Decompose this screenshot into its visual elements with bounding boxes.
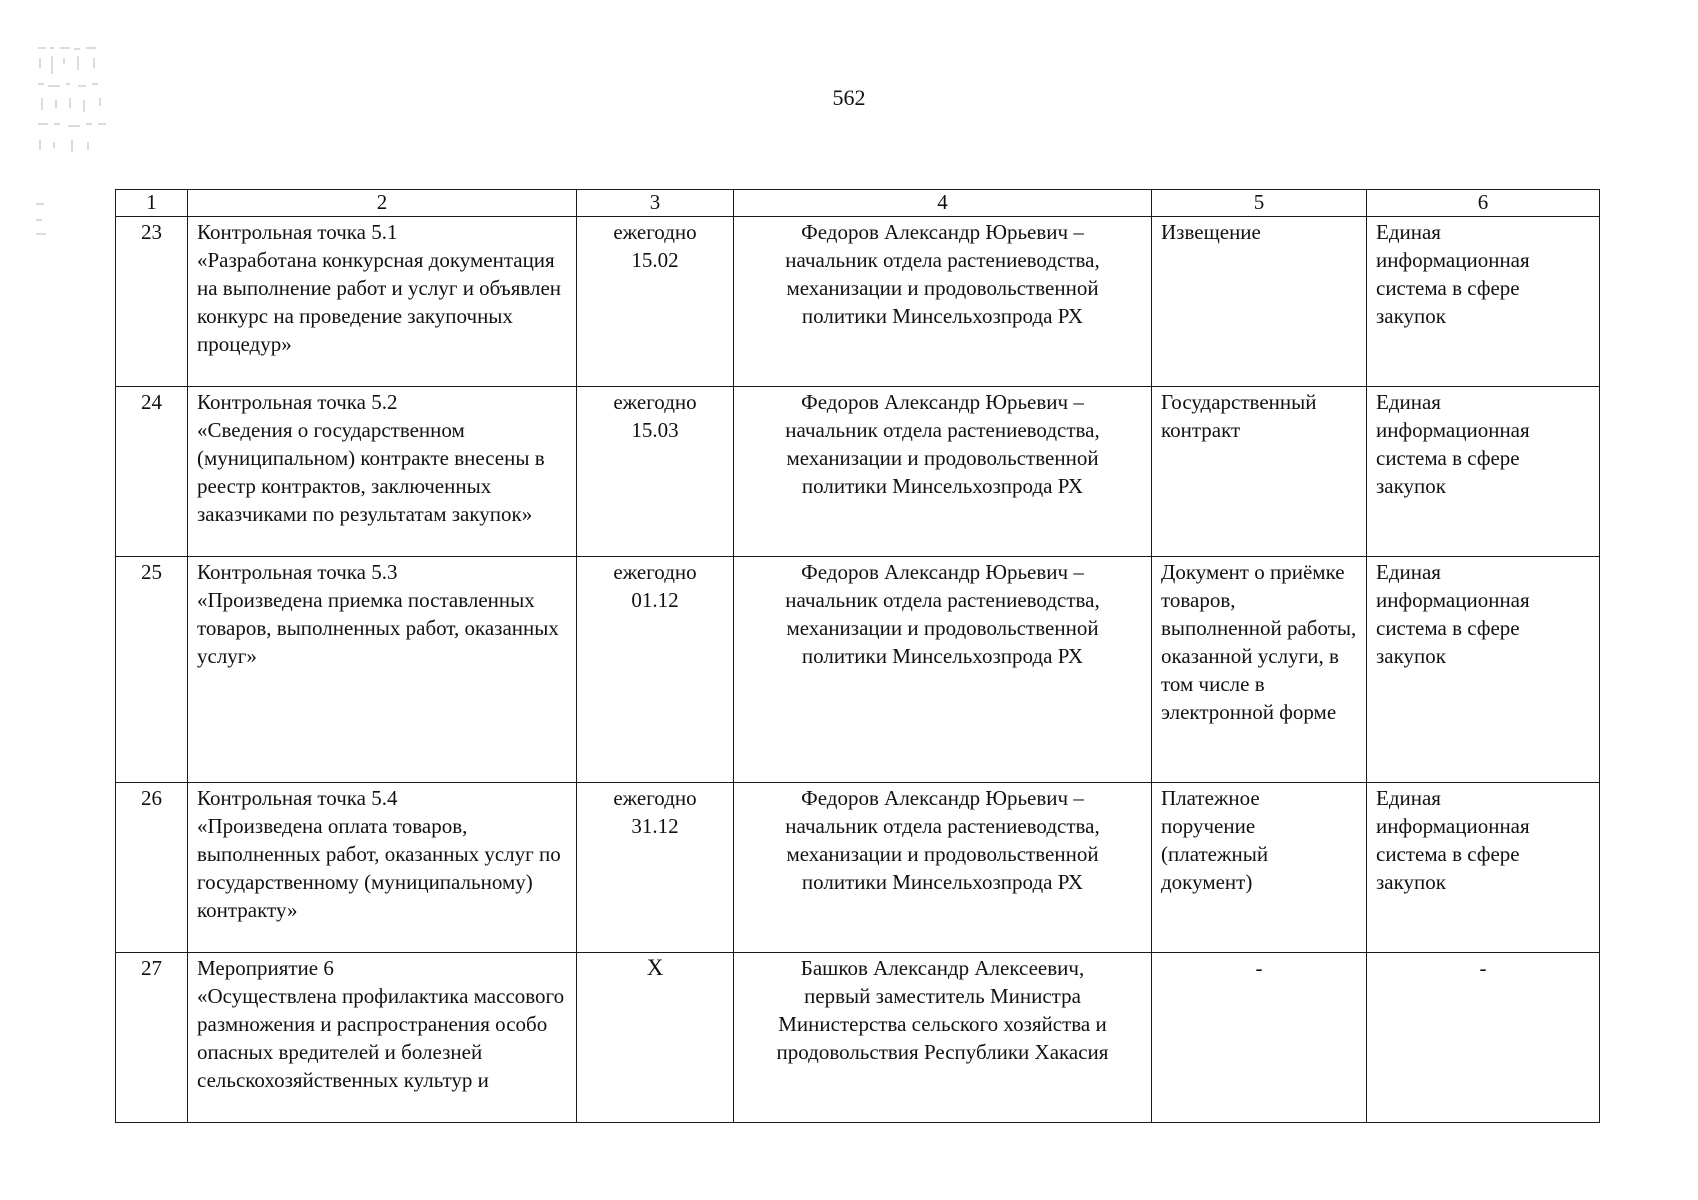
deadline-cell — [577, 217, 734, 387]
responsible-name: Федоров Александр Юрьевич – — [801, 220, 1084, 244]
table-row — [116, 217, 1600, 387]
result-document: Государственный контракт — [1152, 387, 1367, 557]
responsible-position: начальник отдела растениеводства, механизации и продовольственной политики Минсельхозпрода РХ — [785, 248, 1100, 328]
responsible-cell — [734, 557, 1152, 783]
event-description: «Осуществлена профилактика массового размножения и распространения особо опасных вредителей и болезней сельскохозяйственных культур и — [197, 984, 565, 1092]
responsible-name: Федоров Александр Юрьевич – — [801, 560, 1084, 584]
table-row — [116, 557, 1600, 783]
responsible-position: начальник отдела растениеводства, механизации и продовольственной политики Минсельхозпрода РХ — [785, 418, 1100, 498]
deadline-date: 15.02 — [631, 248, 679, 272]
information-system: Единая информационная система в сфере закупок — [1367, 557, 1600, 783]
page-number: 562 — [832, 85, 866, 110]
deadline-date: 31.12 — [631, 814, 679, 838]
information-system: - — [1367, 953, 1600, 1123]
event-title: Контрольная точка 5.1 — [197, 220, 398, 244]
event-title: Мероприятие 6 — [197, 956, 334, 980]
event-description: «Сведения о государственном (муниципальном) контракте внесены в реестр контрактов, заключенных заказчиками по результатам закупок» — [197, 418, 545, 526]
responsible-name: Федоров Александр Юрьевич – — [801, 390, 1084, 414]
event-description: «Произведена приемка поставленных товаров, выполненных работ, оказанных услуг» — [197, 588, 559, 668]
responsible-cell — [734, 387, 1152, 557]
deadline-cell — [577, 783, 734, 953]
column-number: 2 — [188, 190, 577, 217]
responsible-position: первый заместитель Министра Министерства сельского хозяйства и продовольствия Республики Хакасия — [776, 984, 1109, 1064]
column-number: 5 — [1152, 190, 1367, 217]
result-document: - — [1152, 953, 1367, 1123]
event-cell — [188, 387, 577, 557]
event-cell — [188, 953, 577, 1123]
deadline-date: 01.12 — [631, 588, 679, 612]
deadline-cell — [577, 557, 734, 783]
information-system: Единая информационная система в сфере закупок — [1367, 783, 1600, 953]
deadline-period: ежегодно — [613, 220, 697, 244]
event-title: Контрольная точка 5.4 — [197, 786, 398, 810]
event-description: «Разработана конкурсная документация на выполнение работ и услуг и объявлен конкурс на проведение закупочных процедур» — [197, 248, 562, 356]
event-cell — [188, 557, 577, 783]
event-cell — [188, 783, 577, 953]
responsible-cell — [734, 953, 1152, 1123]
deadline-period: ежегодно — [613, 786, 697, 810]
responsible-name: Башков Александр Алексеевич, — [800, 956, 1085, 980]
responsible-cell — [734, 217, 1152, 387]
column-number-row — [116, 190, 1600, 217]
control-points-table — [115, 189, 1600, 1123]
column-number: 4 — [734, 190, 1152, 217]
row-number: 25 — [116, 557, 188, 783]
row-number: 23 — [116, 217, 188, 387]
responsible-cell — [734, 783, 1152, 953]
result-document: Платежное поручение (платежный документ) — [1152, 783, 1367, 953]
row-number: 27 — [116, 953, 188, 1123]
table-row — [116, 953, 1600, 1123]
event-title: Контрольная точка 5.3 — [197, 560, 398, 584]
column-number: 3 — [577, 190, 734, 217]
table-row — [116, 783, 1600, 953]
row-number: 24 — [116, 387, 188, 557]
table-row — [116, 387, 1600, 557]
deadline-cell — [577, 953, 734, 1123]
column-number: 6 — [1367, 190, 1600, 217]
information-system: Единая информационная система в сфере закупок — [1367, 387, 1600, 557]
row-number: 26 — [116, 783, 188, 953]
result-document: Извещение — [1152, 217, 1367, 387]
result-document: Документ о приёмке товаров, выполненной работы, оказанной услуги, в том числе в электронной форме — [1152, 557, 1367, 783]
column-number: 1 — [116, 190, 188, 217]
deadline-date: 15.03 — [631, 418, 679, 442]
responsible-name: Федоров Александр Юрьевич – — [801, 786, 1084, 810]
not-applicable-mark: Х — [646, 955, 664, 980]
deadline-cell — [577, 387, 734, 557]
event-description: «Произведена оплата товаров, выполненных работ, оказанных услуг по государственному (муниципальному) контракту» — [197, 814, 561, 922]
deadline-period: ежегодно — [613, 560, 697, 584]
responsible-position: начальник отдела растениеводства, механизации и продовольственной политики Минсельхозпрода РХ — [785, 814, 1100, 894]
responsible-position: начальник отдела растениеводства, механизации и продовольственной политики Минсельхозпрода РХ — [785, 588, 1100, 668]
information-system: Единая информационная система в сфере закупок — [1367, 217, 1600, 387]
event-cell — [188, 217, 577, 387]
deadline-period: ежегодно — [613, 390, 697, 414]
scan-noise-mark — [34, 44, 114, 239]
event-title: Контрольная точка 5.2 — [197, 390, 398, 414]
